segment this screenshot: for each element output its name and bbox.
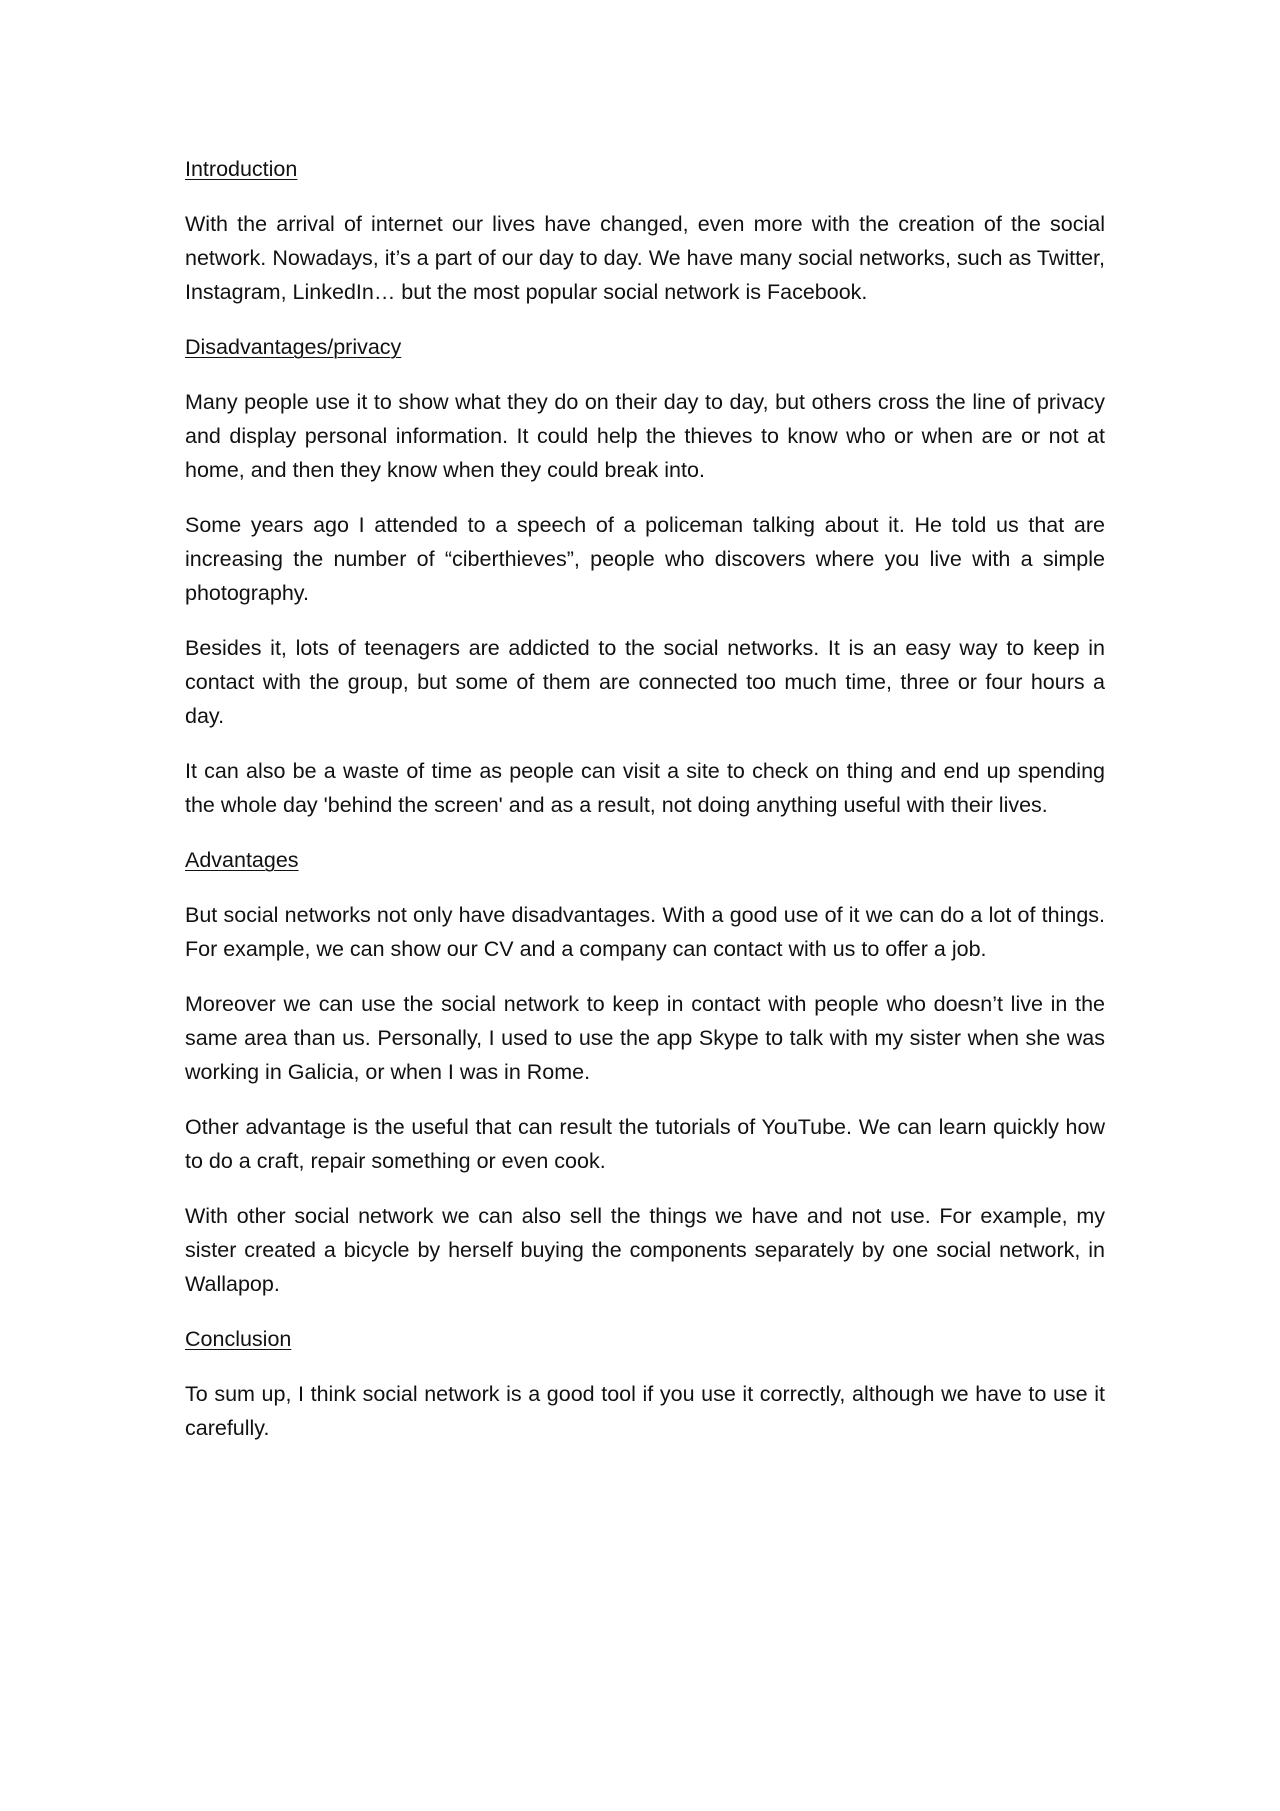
paragraph: Many people use it to show what they do on their day to day, but others cross the line of privacy and display personal information. It could help the thieves to know who or when are or not at home, and then they know when they could break into. bbox=[185, 390, 1105, 482]
section-disadvantages-privacy bbox=[185, 330, 1105, 822]
section-heading: Conclusion bbox=[185, 1327, 292, 1351]
paragraph: Some years ago I attended to a speech of a policeman talking about it. He told us that are increasing the number of “ciberthieves”, people who discovers where you live with a simple photography. bbox=[185, 513, 1105, 605]
paragraph: Moreover we can use the social network to keep in contact with people who doesn’t live in the same area than us. Personally, I used to use the app Skype to talk with my sister when she was working in Galicia, or when I was in Rome. bbox=[185, 992, 1105, 1084]
paragraph: Besides it, lots of teenagers are addicted to the social networks. It is an easy way to keep in contact with the group, but some of them are connected too much time, three or four hours a day. bbox=[185, 636, 1105, 728]
paragraph: But social networks not only have disadvantages. With a good use of it we can do a lot of things. For example, we can show our CV and a company can contact with us to offer a job. bbox=[185, 903, 1105, 961]
section-introduction bbox=[185, 152, 1105, 309]
document-body bbox=[185, 152, 1105, 1466]
paragraph: To sum up, I think social network is a good tool if you use it correctly, although we have to use it carefully. bbox=[185, 1382, 1105, 1440]
paragraph: Other advantage is the useful that can result the tutorials of YouTube. We can learn quickly how to do a craft, repair something or even cook. bbox=[185, 1115, 1105, 1173]
paragraph: With the arrival of internet our lives have changed, even more with the creation of the social network. Nowadays, it’s a part of our day to day. We have many social networks, such as Twitter, Instagram, LinkedIn… but the most popular social network is Facebook. bbox=[185, 212, 1105, 304]
section-heading: Disadvantages/privacy bbox=[185, 335, 402, 359]
paragraph: It can also be a waste of time as people can visit a site to check on thing and end up spending the whole day 'behind the screen' and as a result, not doing anything useful with their lives. bbox=[185, 759, 1105, 817]
section-heading: Introduction bbox=[185, 157, 298, 181]
section-conclusion bbox=[185, 1322, 1105, 1445]
paragraph: With other social network we can also sell the things we have and not use. For example, my sister created a bicycle by herself buying the components separately by one social network, in Wallapop. bbox=[185, 1204, 1105, 1296]
section-heading: Advantages bbox=[185, 848, 299, 872]
section-advantages bbox=[185, 843, 1105, 1301]
